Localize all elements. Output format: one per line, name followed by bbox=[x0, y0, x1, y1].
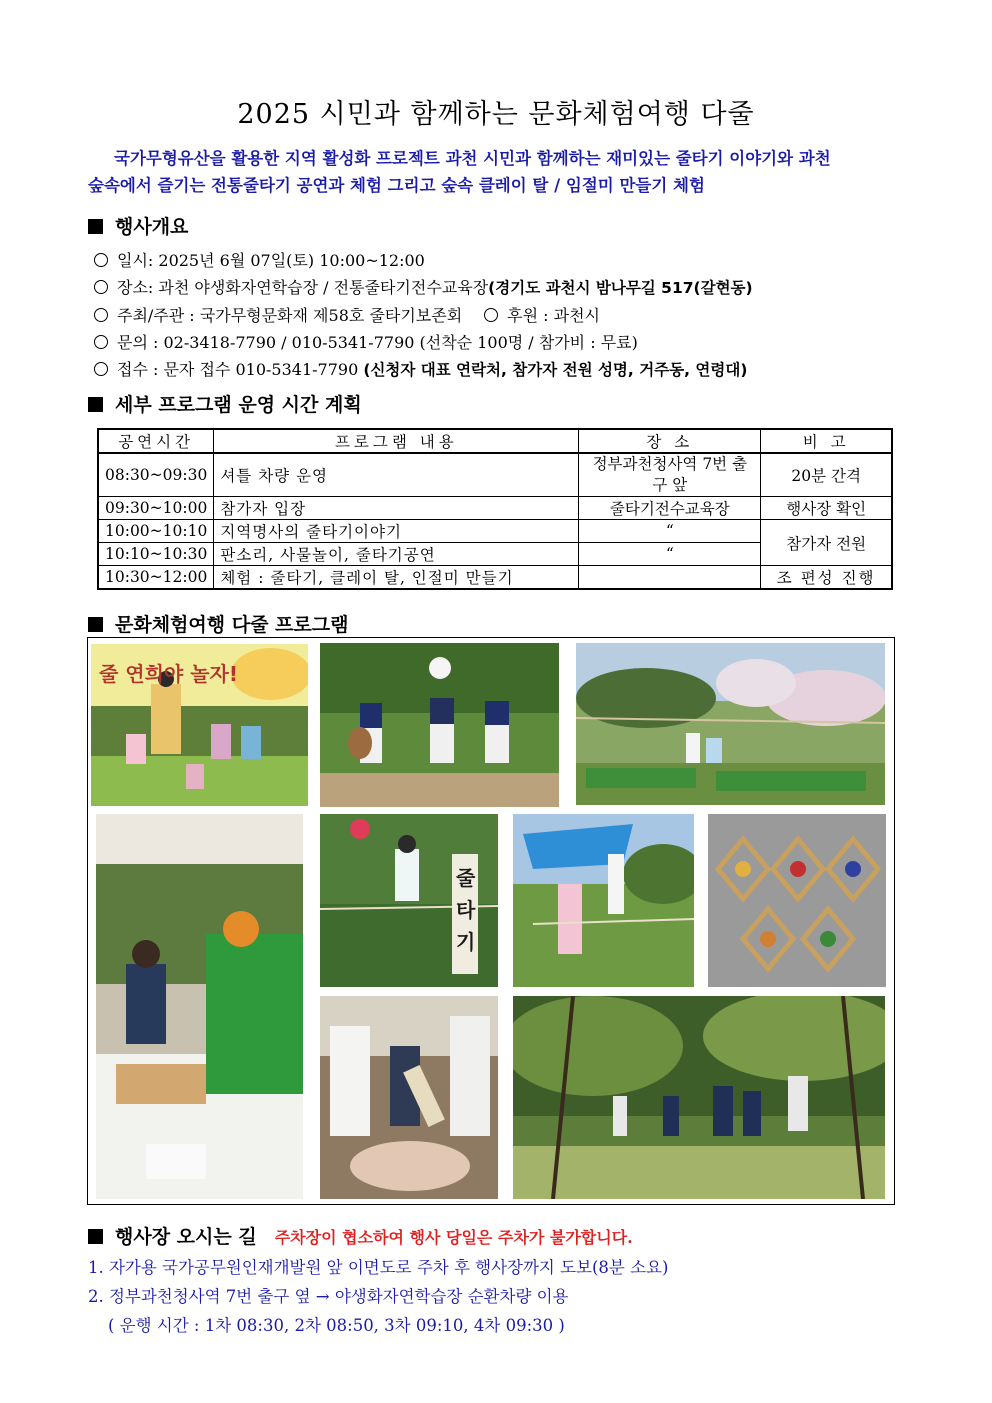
cell-time: 10:30~12:00 bbox=[98, 566, 214, 590]
schedule-table bbox=[97, 428, 893, 590]
col-header-time: 공연시간 bbox=[98, 429, 214, 453]
circle-bullet-icon bbox=[94, 308, 108, 322]
section-schedule-label: 세부 프로그램 운영 시간 계획 bbox=[115, 394, 362, 416]
cell-place: 정부과천청사역 7번 출구 앞 bbox=[579, 453, 761, 497]
directions-list bbox=[88, 1253, 668, 1340]
banner-text: 줄 연희야 놀자! bbox=[99, 662, 238, 686]
photo-tightrope-audience bbox=[576, 643, 885, 805]
cell-program: 지역명사의 줄타기이야기 bbox=[214, 520, 579, 543]
photo-stage-performance bbox=[91, 644, 308, 806]
section-overview-heading bbox=[88, 212, 188, 239]
parking-notice: 주차장이 협소하여 행사 당일은 주차가 불가합니다. bbox=[274, 1228, 633, 1247]
overview-apply-text: 접수 : 문자 접수 010-5341-7790 bbox=[117, 360, 364, 379]
cell-note: 20분 간격 bbox=[761, 453, 892, 497]
overview-host-text: 주최/주관 : 국가무형문화재 제58호 줄타기보존회 bbox=[117, 306, 463, 325]
square-bullet-icon bbox=[88, 1229, 103, 1244]
section-overview-label: 행사개요 bbox=[115, 216, 189, 238]
cell-note: 참가자 전원 bbox=[761, 520, 892, 566]
col-header-place: 장 소 bbox=[579, 429, 761, 453]
directions-line-2: 2. 정부과천청사역 7번 출구 옆 → 야생화자연학습장 순환차량 이용 bbox=[88, 1287, 569, 1306]
cell-place bbox=[579, 566, 761, 590]
square-bullet-icon bbox=[88, 219, 103, 234]
cell-note: 행사장 확인 bbox=[761, 497, 892, 520]
cell-time: 08:30~09:30 bbox=[98, 453, 214, 497]
table-row bbox=[98, 566, 892, 590]
cell-program: 셔틀 차량 운영 bbox=[214, 453, 579, 497]
square-bullet-icon bbox=[88, 397, 103, 412]
directions-line-1: 1. 자가용 국가공무원인재개발원 앞 이면도로 주차 후 행사장까지 도보(8분 소요) bbox=[88, 1258, 669, 1277]
overview-date-text: 일시: 2025년 6월 07일(토) 10:00~12:00 bbox=[117, 251, 425, 270]
photo-tightrope-walker bbox=[320, 814, 498, 987]
sign-text: 줄타기 bbox=[456, 866, 476, 954]
photo-drum-dancers bbox=[320, 643, 559, 807]
overview-place-text: 장소: 과천 야생화자연학습장 / 전통줄타기전수교육장 bbox=[117, 278, 489, 297]
circle-bullet-icon bbox=[484, 308, 498, 322]
section-gallery-label: 문화체험여행 다줄 프로그램 bbox=[115, 614, 349, 636]
circle-bullet-icon bbox=[94, 335, 108, 349]
cell-time: 09:30~10:00 bbox=[98, 497, 214, 520]
cell-place: “ bbox=[579, 520, 761, 543]
cell-time: 10:10~10:30 bbox=[98, 543, 214, 566]
section-schedule-heading bbox=[88, 390, 362, 417]
photo-clay-masks bbox=[708, 814, 886, 987]
directions-line-3: ( 운행 시간 : 1차 08:30, 2차 08:50, 3차 09:10, 4차 09:30 ) bbox=[108, 1316, 565, 1335]
overview-sponsor-text: 후원 : 과천시 bbox=[507, 306, 600, 325]
circle-bullet-icon bbox=[94, 362, 108, 376]
table-row bbox=[98, 453, 892, 497]
photo-injeolmi-making bbox=[96, 814, 303, 1199]
intro-line-2: 숲속에서 즐기는 전통줄타기 공연과 체험 그리고 숲속 클레이 탈 / 임절미 만들기 체험 bbox=[88, 176, 705, 195]
intro-paragraph bbox=[88, 145, 918, 199]
intro-line-1: 국가무형유산을 활용한 지역 활성화 프로젝트 과천 시민과 함께하는 재미있는 줄타기 이야기와 과천 bbox=[114, 149, 831, 168]
circle-bullet-icon bbox=[94, 280, 108, 294]
table-row bbox=[98, 497, 892, 520]
square-bullet-icon bbox=[88, 617, 103, 632]
col-header-program: 프로그램 내용 bbox=[214, 429, 579, 453]
photo-gallery bbox=[87, 637, 895, 1205]
photo-kids-tightrope bbox=[513, 814, 694, 987]
overview-list bbox=[94, 247, 753, 384]
photo-rice-pounding bbox=[320, 996, 498, 1199]
photo-forest-walk bbox=[513, 996, 885, 1199]
overview-place bbox=[94, 274, 753, 302]
table-header-row bbox=[98, 429, 892, 453]
overview-apply-note: (신청자 대표 연락처, 참가자 전원 성명, 거주동, 연령대) bbox=[363, 361, 748, 379]
cell-note: 조 편성 진행 bbox=[761, 566, 892, 590]
cell-program: 체험 : 줄타기, 클레이 탈, 인절미 만들기 bbox=[214, 566, 579, 590]
overview-contact-text: 문의 : 02-3418-7790 / 010-5341-7790 (선착순 100명 / 참가비 : 무료) bbox=[117, 333, 638, 352]
section-gallery-heading bbox=[88, 610, 348, 637]
cell-place: “ bbox=[579, 543, 761, 566]
overview-date bbox=[94, 247, 753, 274]
cell-program: 판소리, 사물놀이, 줄타기공연 bbox=[214, 543, 579, 566]
cell-program: 참가자 입장 bbox=[214, 497, 579, 520]
overview-contact bbox=[94, 329, 753, 356]
table-row bbox=[98, 520, 892, 543]
overview-apply bbox=[94, 356, 753, 384]
cell-place: 줄타기전수교육장 bbox=[579, 497, 761, 520]
col-header-note: 비 고 bbox=[761, 429, 892, 453]
circle-bullet-icon bbox=[94, 253, 108, 267]
cell-time: 10:00~10:10 bbox=[98, 520, 214, 543]
section-directions-label: 행사장 오시는 길 bbox=[115, 1226, 257, 1248]
page-title: 2025 시민과 함께하는 문화체험여행 다줄 bbox=[237, 99, 755, 130]
section-directions-heading bbox=[88, 1222, 633, 1249]
overview-host bbox=[94, 302, 753, 329]
overview-place-address: (경기도 과천시 밤나무길 517(갈현동) bbox=[488, 279, 753, 297]
